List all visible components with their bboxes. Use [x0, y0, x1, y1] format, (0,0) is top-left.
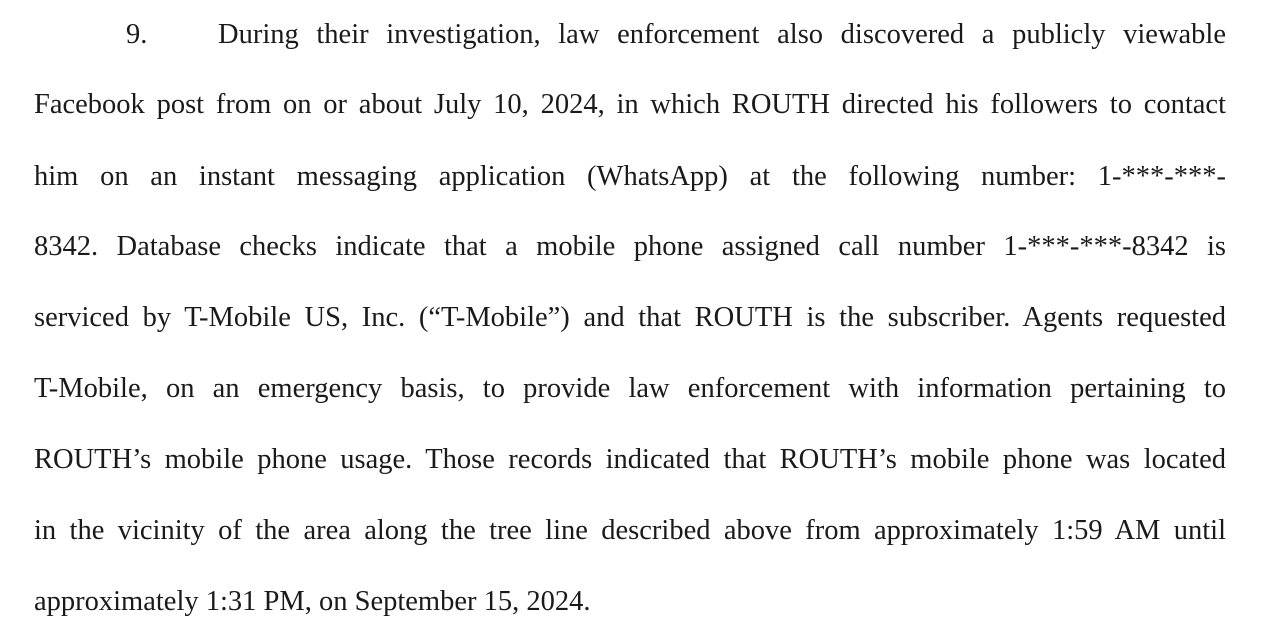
paragraph-line-8: in the vicinity of the area along the tree line described above from approximately 1:59 AM until [34, 515, 1226, 546]
paragraph-number: 9. [126, 19, 148, 50]
paragraph-line-9: approximately 1:31 PM, on September 15, 2024. [34, 586, 591, 617]
paragraph-line-2: Facebook post from on or about July 10, 2024, in which ROUTH directed his followers to contact [34, 89, 1226, 120]
paragraph-line-3: him on an instant messaging application (WhatsApp) at the following number: 1-***-***- [34, 161, 1226, 192]
paragraph-line-6: T-Mobile, on an emergency basis, to provide law enforcement with information pertaining to [34, 373, 1226, 404]
paragraph-line-4: 8342. Database checks indicate that a mobile phone assigned call number 1-***-***-8342 is [34, 231, 1226, 262]
paragraph-line-1-text: During their investigation, law enforcement also discovered a publicly viewable [218, 19, 1226, 50]
paragraph-line-1 [126, 18, 1226, 52]
paragraph-line-7: ROUTH’s mobile phone usage. Those records indicated that ROUTH’s mobile phone was located [34, 444, 1226, 475]
paragraph-line-5: serviced by T-Mobile US, Inc. (“T-Mobile”) and that ROUTH is the subscriber. Agents requested [34, 302, 1226, 333]
